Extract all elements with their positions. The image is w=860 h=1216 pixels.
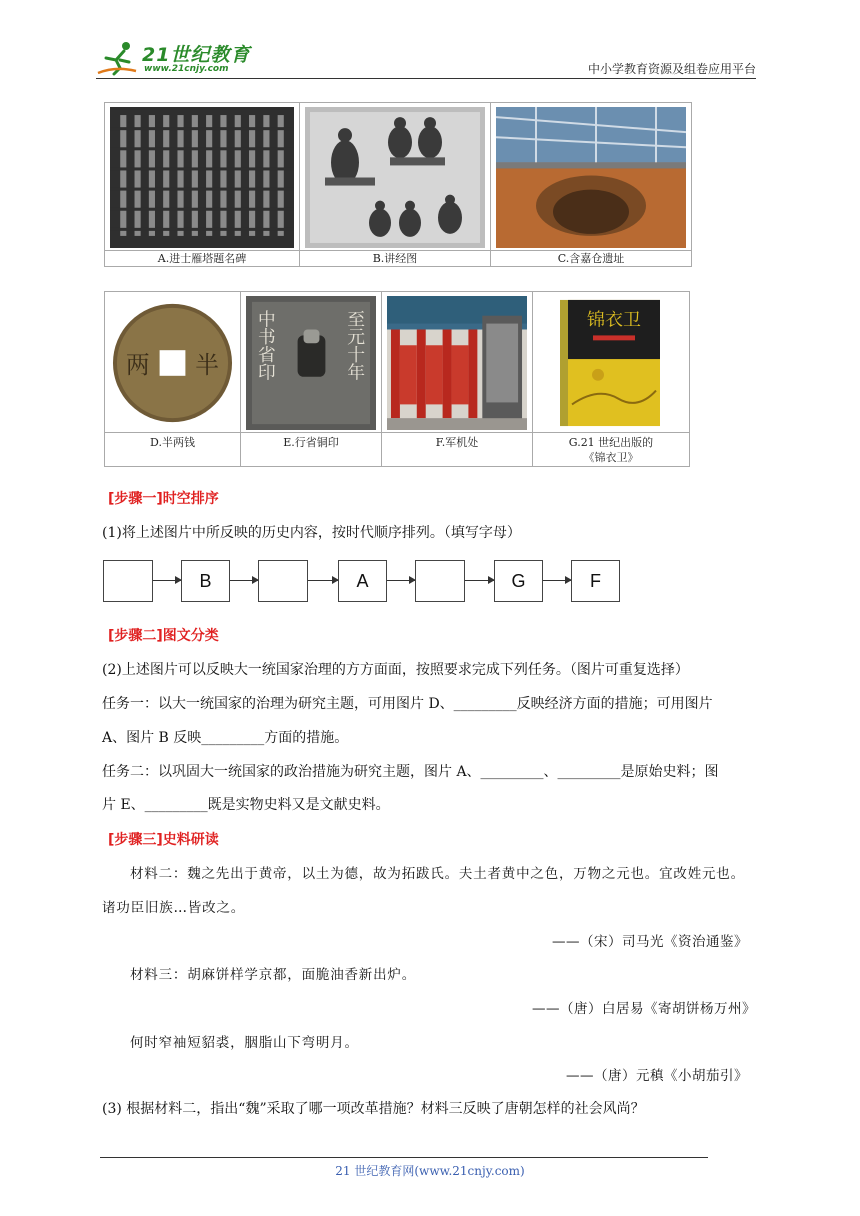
material2-line2: 诸功臣旧族…皆改之。	[102, 900, 245, 916]
page-header	[96, 38, 756, 82]
image-caption-c: C.含嘉仓遗址	[491, 250, 691, 266]
image-caption-a: A.进士雁塔题名碑	[105, 250, 299, 266]
question-2: (2)上述图片可以反映大一统国家治理的方方面面，按照要求完成下列任务。（图片可重复选择）	[102, 662, 689, 678]
step2-heading: [步骤二]图文分类	[108, 628, 219, 644]
image-cell-b	[300, 103, 491, 266]
image-cell-d	[105, 292, 241, 466]
sequence-box-1[interactable]	[103, 560, 153, 602]
question-3: (3) 根据材料二，指出“魏”采取了哪一项改革措施？材料三反映了唐朝怎样的社会风尚？	[102, 1101, 645, 1117]
site-logo[interactable]	[96, 38, 266, 78]
sequence-box-4: A	[338, 560, 387, 602]
platform-name: 中小学教育资源及组卷应用平台	[587, 62, 756, 76]
seal-inscription-right: 至元十年	[344, 309, 366, 381]
sequence-arrow-2	[230, 580, 258, 581]
image-cell-a	[105, 103, 300, 266]
sequence-box-5[interactable]	[415, 560, 465, 602]
step3-heading: [步骤三]史料研读	[108, 832, 219, 848]
image-grid-row-1	[104, 102, 692, 267]
task2-line1: 任务二：以巩固大一统国家的政治措施为研究主题，图片 A、_________、_________是原始史料；图	[102, 764, 719, 780]
poem-source: ——（唐）元稹《小胡茄引》	[566, 1068, 748, 1084]
image-cell-c	[491, 103, 691, 266]
question-1: (1)将上述图片中所反映的历史内容，按时代顺序排列。（填写字母）	[102, 525, 521, 541]
material3-source: ——（唐）白居易《寄胡饼杨万州》	[532, 1001, 756, 1017]
image-cell-e	[241, 292, 382, 466]
stele-rubbing-image	[110, 107, 294, 248]
image-caption-f: F.军机处	[382, 432, 532, 466]
task1-line2: A、图片 B 反映_________方面的措施。	[102, 730, 349, 746]
sequence-arrow-5	[465, 580, 494, 581]
footer-link[interactable]: 21 世纪教育网(www.21cnjy.com)	[335, 1164, 525, 1178]
logo-url: www.21cnjy.com	[144, 64, 229, 74]
image-caption-g-line2: 《锦衣卫》	[583, 451, 639, 464]
bronze-seal-image	[246, 296, 376, 430]
image-caption-g	[533, 432, 689, 466]
image-caption-b: B.讲经图	[300, 250, 490, 266]
poem-line: 何时窄袖短貂裘，胭脂山下弯明月。	[130, 1035, 359, 1051]
sequence-box-7: F	[571, 560, 620, 602]
material2-line1: 材料二：魏之先出于黄帝，以土为德，故为拓跋氏。夫土者黄中之色，万物之元也。宜改姓元也。	[130, 866, 745, 882]
image-caption-d: D.半两钱	[105, 432, 240, 466]
sequence-arrow-4	[387, 580, 415, 581]
sequence-box-2: B	[181, 560, 230, 602]
granary-ruins-image	[496, 107, 686, 248]
book-cover-image	[538, 296, 684, 430]
image-cell-f	[382, 292, 533, 466]
runner-logo-icon	[96, 40, 140, 76]
coin-inscription-right: 半	[195, 350, 220, 379]
material2-source: ——（宋）司马光《资治通鉴》	[552, 934, 748, 950]
image-caption-g-line1: G.21 世纪出版的	[568, 436, 654, 449]
image-caption-e: E.行省铜印	[241, 432, 381, 466]
footer-divider	[100, 1157, 708, 1158]
image-grid-row-2	[104, 291, 690, 467]
material3: 材料三：胡麻饼样学京都，面脆油香新出炉。	[130, 967, 416, 983]
image-cell-g	[533, 292, 689, 466]
coin-image	[110, 296, 235, 430]
book-title: 锦衣卫	[587, 309, 641, 331]
sequence-arrow-6	[543, 580, 571, 581]
header-divider	[96, 78, 756, 79]
sequence-box-6: G	[494, 560, 543, 602]
task1-line1: 任务一：以大一统国家的治理为研究主题，可用图片 D、_________反映经济方面的措施；可用图片	[102, 696, 713, 712]
sequence-arrow-1	[153, 580, 181, 581]
coin-inscription-left: 两	[125, 350, 150, 379]
step1-heading: [步骤一]时空排序	[108, 491, 219, 507]
task2-line2: 片 E、_________既是实物史料又是文献史料。	[102, 797, 390, 813]
building-image	[387, 296, 527, 430]
seal-inscription-left: 中书省印	[255, 309, 277, 381]
sequence-box-3[interactable]	[258, 560, 308, 602]
sequence-arrow-3	[308, 580, 338, 581]
sutra-lecture-image	[305, 107, 485, 248]
logo-title: 21世纪教育	[142, 44, 251, 66]
